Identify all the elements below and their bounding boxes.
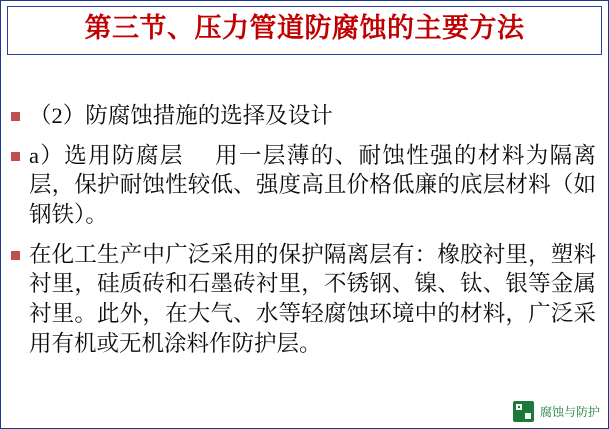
watermark-label: 腐蚀与防护 bbox=[539, 405, 600, 419]
bullet-text-3: 在化工生产中广泛采用的保护隔离层有：橡胶衬里，塑料衬里，硅质砖和石墨砖衬里，不锈钢、镍、钛、银等金属衬里。此外，在大气、水等轻腐蚀环境中的材料，广泛采用有机或无机涂料作防护层。 bbox=[29, 241, 596, 356]
qr-code-icon bbox=[513, 401, 534, 422]
page-title: 第三节、压力管道防腐蚀的主要方法 bbox=[84, 13, 525, 43]
footer-watermark bbox=[513, 401, 600, 422]
title-box bbox=[7, 6, 602, 55]
bullet-lead-2: a）选用防腐层 bbox=[29, 142, 184, 168]
bullet-text-2 bbox=[29, 141, 596, 230]
list-item bbox=[11, 101, 596, 131]
list-item bbox=[11, 141, 596, 230]
bullet-body-2: 用一层薄的、耐蚀性强的材料为隔离层，保护耐蚀性较低、强度高且价格低廉的底层材料（如钢铁）。 bbox=[29, 142, 596, 228]
list-item bbox=[11, 240, 596, 359]
bullet-square-icon bbox=[11, 152, 20, 161]
bullet-text-1: （2）防腐蚀措施的选择及设计 bbox=[29, 103, 333, 128]
slide-body bbox=[11, 101, 600, 369]
bullet-square-icon bbox=[11, 251, 20, 260]
bullet-square-icon bbox=[11, 112, 20, 121]
